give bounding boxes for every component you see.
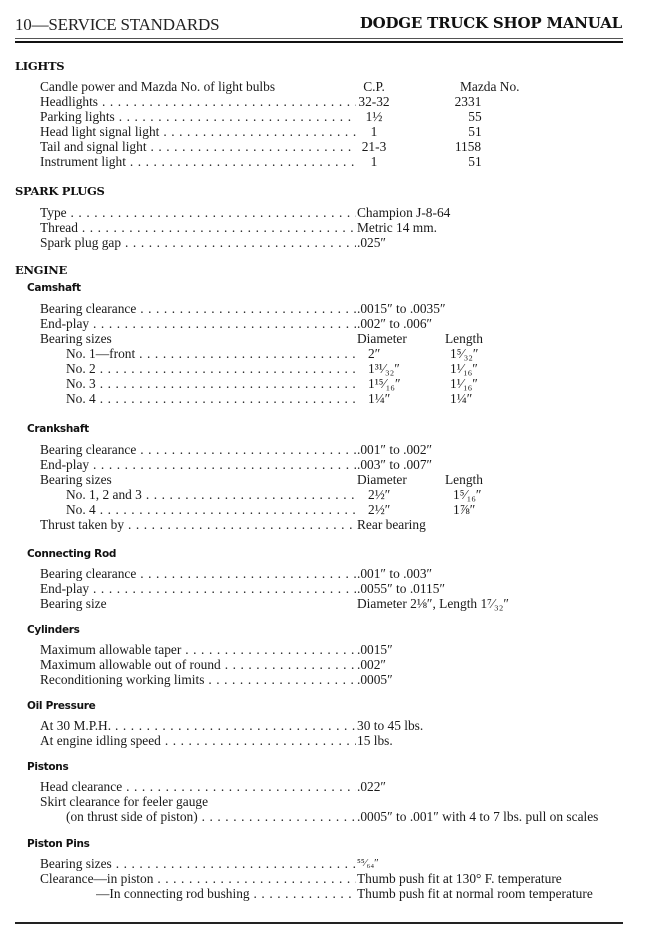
list-item	[40, 657, 640, 672]
list-item	[40, 596, 640, 611]
item-label: Instrument light . . .	[40, 154, 356, 169]
list-item	[40, 581, 640, 596]
item-value: 15 lbs.	[357, 733, 393, 748]
item-value: .0005″ to .001″ with 4 to 7 lbs. pull on scales	[357, 809, 599, 824]
manual-title: DODGE TRUCK SHOP MANUAL	[359, 14, 622, 32]
item-label: Reconditioning working limits . . .	[40, 672, 356, 687]
item-label: No. 2 . . .	[66, 361, 356, 376]
list-item	[40, 109, 640, 124]
diameter-value: 1³¹⁄₃₂″	[368, 361, 400, 376]
length-value: 1¹⁄₁₆″	[450, 376, 478, 391]
diameter-value: 2″	[368, 346, 381, 361]
bearing-sizes-header	[40, 331, 640, 346]
item-label: —In connecting rod bushing . . .	[96, 886, 356, 901]
item-label: Parking lights . . .	[40, 109, 356, 124]
mazda-value: 51	[468, 124, 482, 139]
mazda-value: 2331	[454, 94, 482, 109]
cp-value: 1½	[365, 109, 383, 124]
footer-rule	[15, 922, 623, 924]
item-value: .0005″	[357, 672, 393, 687]
item-label: Thrust taken by . . .	[40, 517, 356, 532]
list-item	[40, 376, 640, 391]
list-item	[40, 672, 640, 687]
list-item	[40, 220, 640, 235]
list-item	[40, 391, 640, 406]
list-item	[40, 886, 640, 901]
item-label: Clearance—in piston . . .	[40, 871, 356, 886]
length-value: 1¼″	[450, 391, 473, 406]
item-label: Head clearance . . .	[40, 779, 356, 794]
item-label: Bearing clearance . . .	[40, 301, 356, 316]
item-value: .001″ to .002″	[357, 442, 433, 457]
list-item	[40, 316, 640, 331]
item-label: At 30 M.P.H. . . .	[40, 718, 356, 733]
list-item	[40, 235, 640, 250]
item-value: .002″	[357, 657, 387, 672]
col-mazda: Mazda No.	[460, 79, 520, 94]
item-label: End-play . . .	[40, 581, 356, 596]
item-label: No. 1—front . . .	[66, 346, 356, 361]
camshaft-title: Camshaft	[27, 282, 81, 294]
item-label: Bearing clearance . . .	[40, 566, 356, 581]
list-item	[40, 642, 640, 657]
length-value: 1⅞″	[453, 502, 476, 517]
list-item	[40, 457, 640, 472]
connecting-rod-title: Connecting Rod	[27, 548, 117, 560]
list-item	[40, 154, 640, 169]
list-item	[40, 794, 640, 809]
item-value: Champion J-8-64	[357, 205, 451, 220]
col-diameter: Diameter	[357, 331, 407, 346]
cp-value: 21-3	[361, 139, 387, 154]
item-label: End-play . . .	[40, 316, 356, 331]
lights-intro: Candle power and Mazda No. of light bulbs	[40, 79, 276, 94]
cp-value: 1	[370, 154, 378, 169]
list-item	[40, 205, 640, 220]
list-item	[40, 809, 640, 824]
oil-pressure-title: Oil Pressure	[27, 700, 96, 712]
diameter-value: 1¼″	[368, 391, 391, 406]
item-label: At engine idling speed . . .	[40, 733, 356, 748]
item-value: .022″	[357, 779, 387, 794]
col-cp: C.P.	[363, 79, 385, 94]
header-rule-thick	[15, 41, 623, 43]
item-label: No. 4 . . .	[66, 391, 356, 406]
item-label: Maximum allowable taper . . .	[40, 642, 356, 657]
spark-plugs-title: SPARK PLUGS	[15, 184, 105, 198]
bearing-sizes-header	[40, 472, 640, 487]
item-value: .003″ to .007″	[357, 457, 433, 472]
item-label: Head light signal light . . .	[40, 124, 356, 139]
header-rule-thin	[15, 38, 623, 39]
list-item	[40, 718, 640, 733]
item-value: Thumb push fit at normal room temperature	[357, 886, 593, 901]
col-length: Length	[445, 472, 483, 487]
item-value: .0055″ to .0115″	[357, 581, 446, 596]
item-label: Thread . . .	[40, 220, 356, 235]
mazda-value: 51	[468, 154, 482, 169]
cp-value: 1	[370, 124, 378, 139]
item-value: .0015″ to .0035″	[357, 301, 446, 316]
item-label: Bearing sizes . . .	[40, 856, 356, 871]
list-item	[40, 442, 640, 457]
col-diameter: Diameter	[357, 472, 407, 487]
mazda-value: 55	[468, 109, 482, 124]
item-value: Metric 14 mm.	[357, 220, 437, 235]
crankshaft-title: Crankshaft	[27, 423, 89, 435]
item-value: .0015″	[357, 642, 393, 657]
item-label: Bearing size	[40, 596, 107, 611]
item-value: Rear bearing	[357, 517, 426, 532]
engine-title: ENGINE	[15, 263, 67, 277]
pistons-title: Pistons	[27, 761, 69, 773]
diameter-value: 1¹⁵⁄₁₆″	[368, 376, 401, 391]
lights-intro-row	[40, 79, 640, 94]
item-label: No. 4 . . .	[66, 502, 356, 517]
list-item	[40, 566, 640, 581]
item-value: ⁵⁵⁄₆₄″	[357, 857, 379, 869]
list-item	[40, 124, 640, 139]
item-label: No. 3 . . .	[66, 376, 356, 391]
col-length: Length	[445, 331, 483, 346]
item-label: Bearing sizes	[40, 331, 112, 346]
cp-value: 32-32	[358, 94, 390, 109]
list-item	[40, 361, 640, 376]
piston-pins-title: Piston Pins	[27, 838, 90, 850]
item-value: Diameter 2⅛″, Length 1⁷⁄₃₂″	[357, 596, 509, 611]
item-value: 30 to 45 lbs.	[357, 718, 424, 733]
item-label: Skirt clearance for feeler gauge	[40, 794, 209, 809]
length-value: 1⁵⁄₁₆″	[453, 487, 482, 502]
item-label: End-play . . .	[40, 457, 356, 472]
length-value: 1⁵⁄₃₂″	[450, 346, 479, 361]
list-item	[40, 517, 640, 532]
list-item	[40, 779, 640, 794]
item-label: Spark plug gap . . .	[40, 235, 356, 250]
item-value: .002″ to .006″	[357, 316, 433, 331]
list-item	[40, 502, 640, 517]
list-item	[40, 487, 640, 502]
list-item	[40, 871, 640, 886]
item-label: No. 1, 2 and 3 . . .	[66, 487, 356, 502]
item-label: Tail and signal light . . .	[40, 139, 356, 154]
list-item	[40, 733, 640, 748]
item-label: (on thrust side of piston) . . .	[66, 809, 356, 824]
item-label: Bearing clearance . . .	[40, 442, 356, 457]
list-item	[40, 346, 640, 361]
diameter-value: 2½″	[368, 487, 391, 502]
list-item	[40, 139, 640, 154]
list-item	[40, 856, 640, 871]
lights-title: LIGHTS	[15, 59, 65, 73]
mazda-value: 1158	[454, 139, 482, 154]
cylinders-title: Cylinders	[27, 624, 80, 636]
item-label: Bearing sizes	[40, 472, 112, 487]
length-value: 1¹⁄₁₆″	[450, 361, 478, 376]
item-label: Headlights . . .	[40, 94, 356, 109]
diameter-value: 2½″	[368, 502, 391, 517]
section-heading: 10—SERVICE STANDARDS	[15, 15, 220, 34]
item-label: Maximum allowable out of round . . .	[40, 657, 356, 672]
item-value: .025″	[357, 235, 387, 250]
list-item	[40, 301, 640, 316]
list-item	[40, 94, 640, 109]
item-value: Thumb push fit at 130° F. temperature	[357, 871, 562, 886]
item-value: .001″ to .003″	[357, 566, 433, 581]
item-label: Type . . .	[40, 205, 356, 220]
